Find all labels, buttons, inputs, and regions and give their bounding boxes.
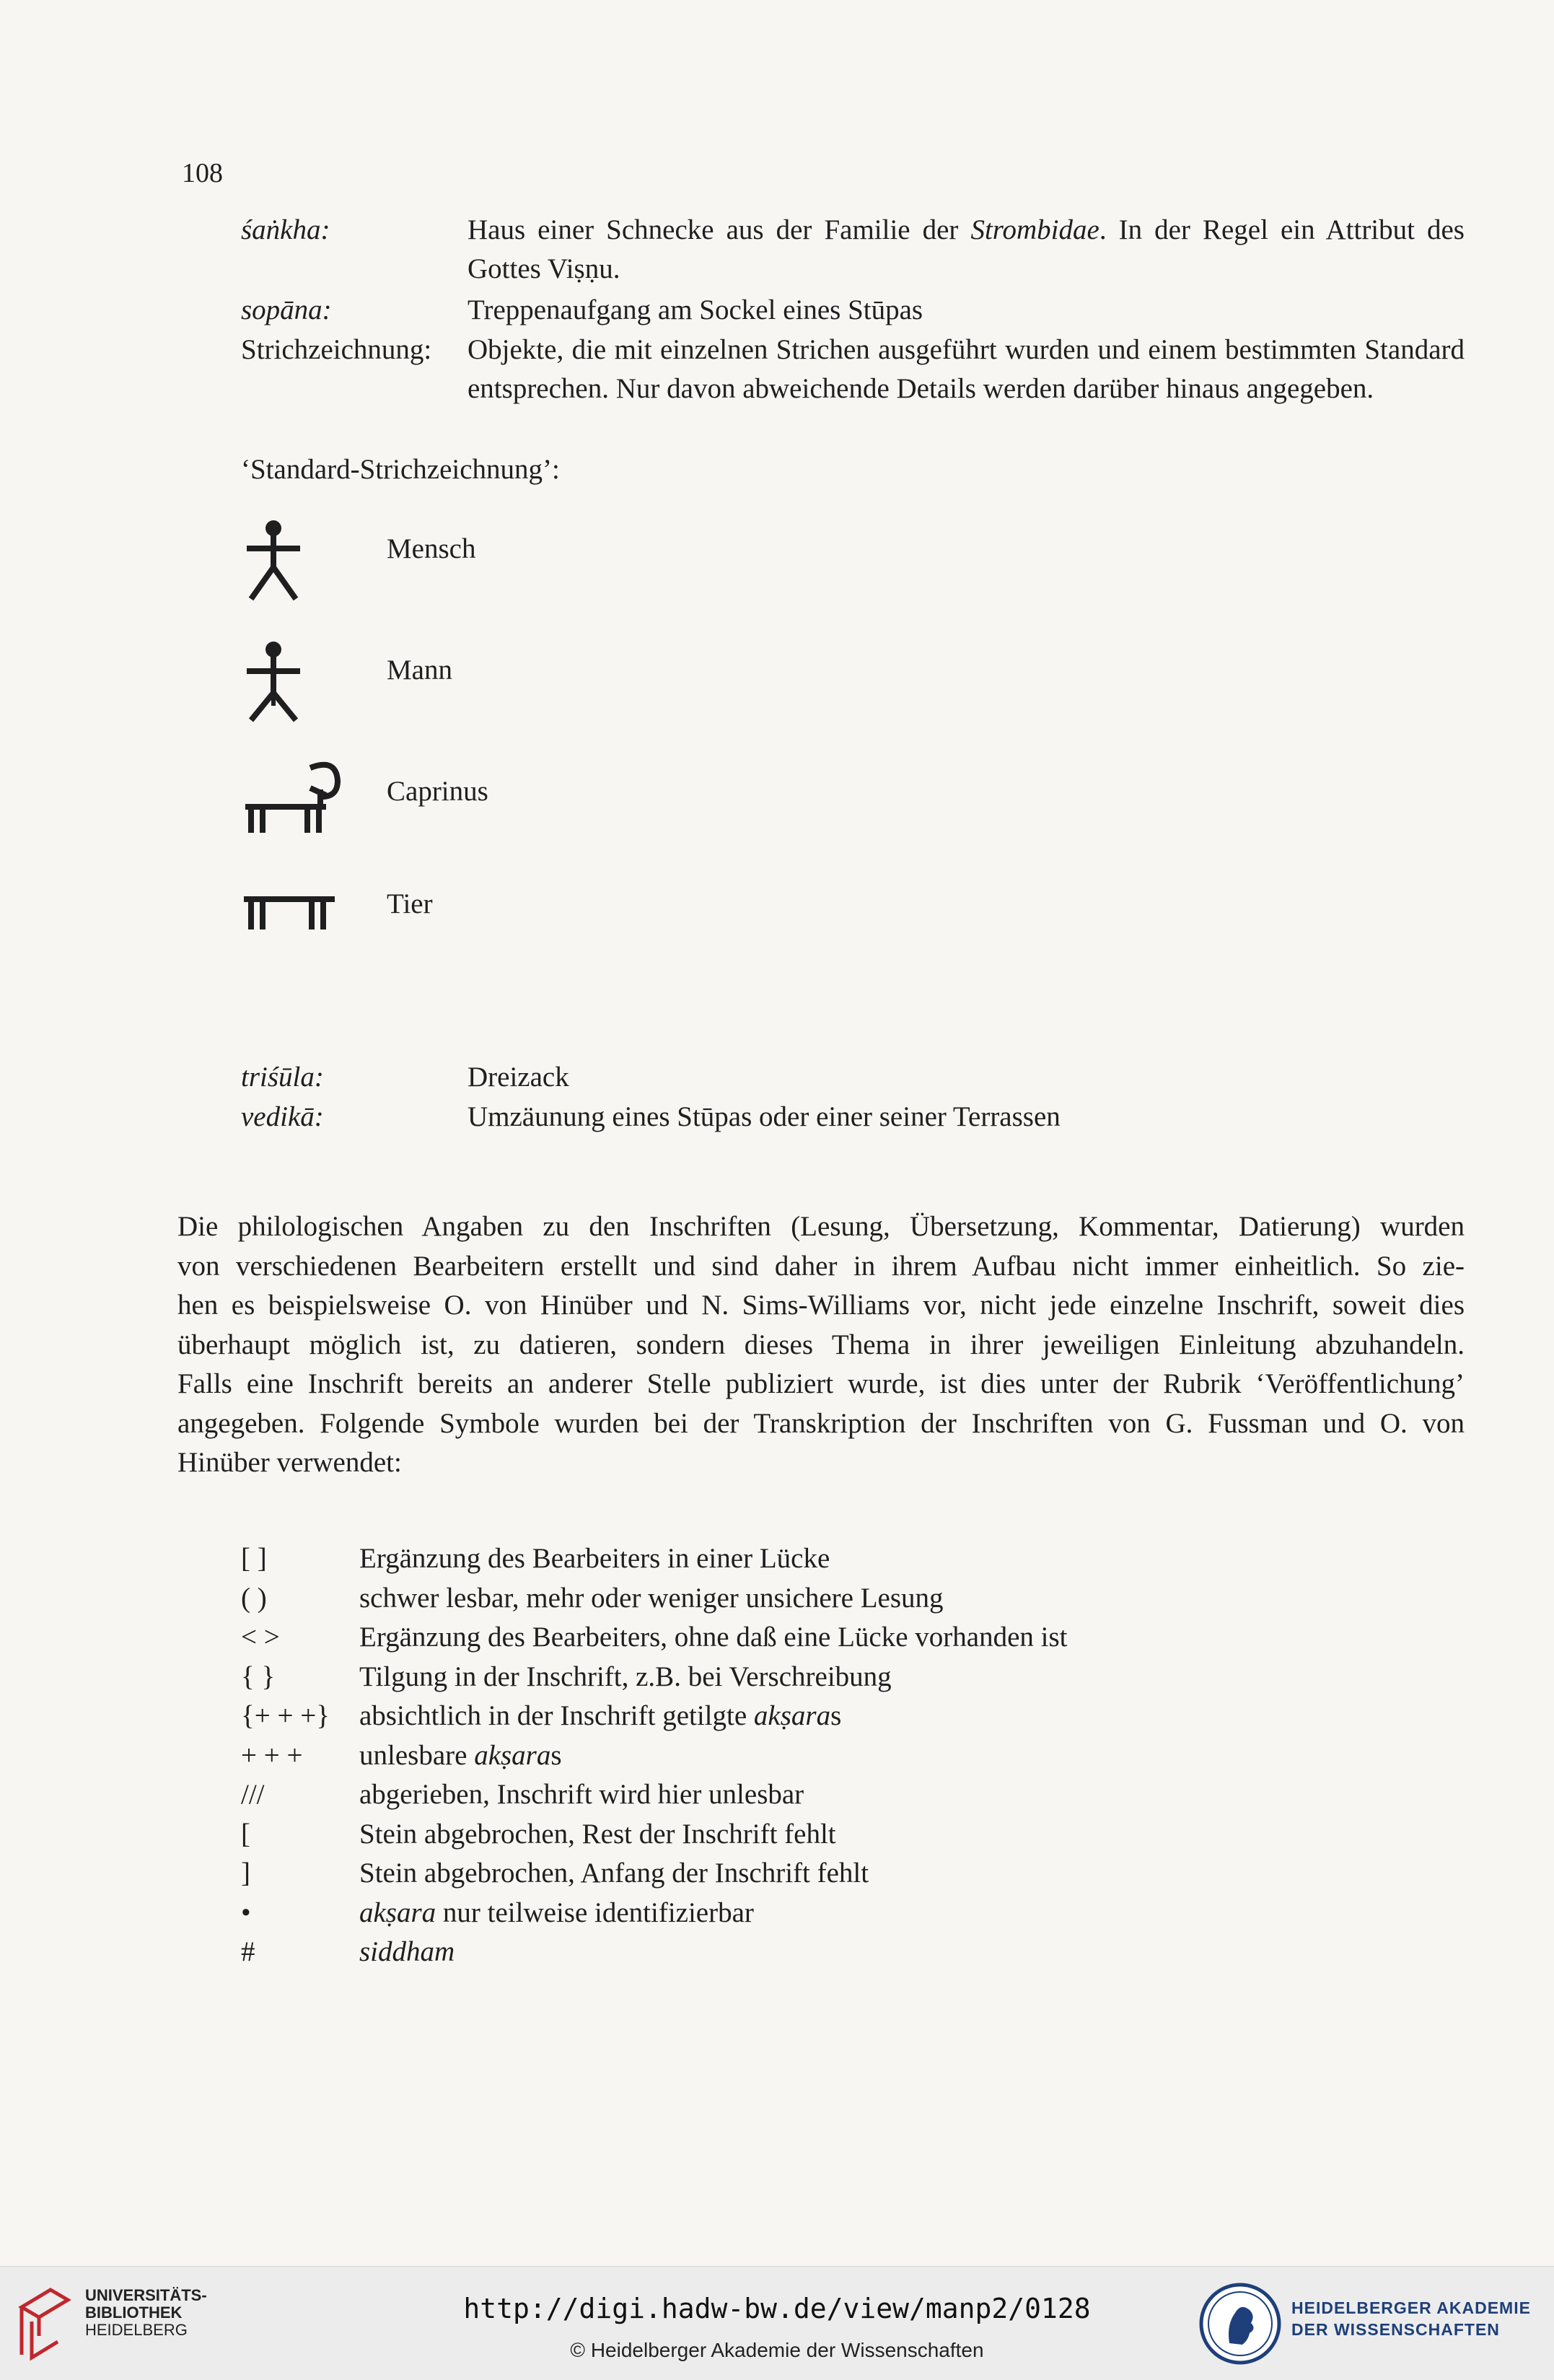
paragraph-line: Die philologischen Angaben zu den Inschriften (Lesung, Übersetzung, Kommentar, Datierung) wurden bbox=[177, 1211, 1465, 1242]
symbol-row bbox=[241, 1739, 1251, 1779]
symbol-description: Ergänzung des Bearbeiters in einer Lücke bbox=[359, 1543, 830, 1574]
human-figure-icon bbox=[241, 518, 306, 602]
symbol-row bbox=[241, 1661, 1251, 1700]
glossary-definition: Haus einer Schnecke aus der Familie der Strombidae. In der Regel ein Attribut des Gottes Viṣṇu. bbox=[467, 214, 1465, 284]
symbol-glyph: [ ] bbox=[241, 1543, 267, 1574]
paragraph-line: Falls eine Inschrift bereits an anderer Stelle publiziert wurde, ist dies unter der Rubrik ‘Veröffentlichung’ bbox=[177, 1368, 1465, 1399]
glossary-definition: Umzäunung eines Stūpas oder einer seiner Terrassen bbox=[467, 1101, 1061, 1132]
symbol-glyph: {+ + +} bbox=[241, 1700, 330, 1731]
glossary-entry-vedika bbox=[241, 1098, 1465, 1137]
glossary-term: sopāna: bbox=[241, 294, 332, 325]
glossary-entry-sankha bbox=[241, 211, 1465, 289]
symbol-row bbox=[241, 1582, 1251, 1622]
symbol-row bbox=[241, 1542, 1251, 1582]
symbol-description: unlesbare akṣaras bbox=[359, 1739, 562, 1771]
symbol-description: Stein abgebrochen, Anfang der Inschrift fehlt bbox=[359, 1858, 869, 1889]
standard-symbol-mann bbox=[241, 639, 674, 733]
standard-symbol-mensch bbox=[241, 518, 674, 612]
paragraph-line: überhaupt möglich ist, zu datieren, sondern dieses Thema in ihrer jeweiligen Einleitung abzuhandeln. bbox=[177, 1329, 1465, 1360]
symbol-description: Ergänzung des Bearbeiters, ohne daß eine Lücke vorhanden ist bbox=[359, 1622, 1068, 1653]
standard-symbol-caprinus bbox=[241, 752, 674, 846]
viewer-footer bbox=[0, 2266, 1554, 2380]
symbol-row bbox=[241, 1857, 1251, 1896]
glossary-entry-sopana bbox=[241, 291, 1465, 330]
paragraph-line: Hinüber verwendet: bbox=[177, 1447, 402, 1478]
glossary-term: vedikā: bbox=[241, 1101, 324, 1132]
glossary-term: Strichzeichnung: bbox=[241, 334, 432, 365]
symbol-row bbox=[241, 1778, 1251, 1818]
symbol-description: schwer lesbar, mehr oder weniger unsichere Lesung bbox=[359, 1582, 944, 1614]
symbol-row bbox=[241, 1699, 1251, 1739]
symbol-label: Caprinus bbox=[387, 776, 488, 807]
body-paragraph bbox=[177, 1207, 1465, 1483]
glossary-definition: Objekte, die mit einzelnen Strichen ausgeführt wurden und einem bestimmten Standard entsprechen. Nur davon abweichende Details werden darüber hinaus angegeben. bbox=[467, 334, 1465, 404]
animal-figure-icon bbox=[241, 888, 342, 945]
symbol-row bbox=[241, 1818, 1251, 1858]
symbol-description: Stein abgebrochen, Rest der Inschrift fehlt bbox=[359, 1818, 836, 1850]
glossary-definition: Treppenaufgang am Sockel eines Stūpas bbox=[467, 294, 923, 325]
symbol-row bbox=[241, 1621, 1251, 1661]
copyright-notice: © Heidelberger Akademie der Wissenschaften bbox=[570, 2339, 984, 2361]
man-figure-icon bbox=[241, 639, 306, 723]
glossary-entry-strichzeichnung bbox=[241, 331, 1465, 408]
symbol-description: siddham bbox=[359, 1936, 455, 1967]
symbol-glyph: • bbox=[241, 1896, 251, 1928]
symbol-glyph: { } bbox=[241, 1661, 276, 1692]
paragraph-line: von verschiedenen Bearbeitern erstellt und sind daher in ihrem Aufbau nicht immer einheitlich. So zie- bbox=[177, 1250, 1465, 1282]
symbol-description: abgerieben, Inschrift wird hier unlesbar bbox=[359, 1779, 804, 1810]
symbol-label: Mann bbox=[387, 655, 452, 686]
symbol-label: Mensch bbox=[387, 533, 476, 564]
symbol-description: absichtlich in der Inschrift getilgte akṣaras bbox=[359, 1700, 842, 1731]
symbol-description: Tilgung in der Inschrift, z.B. bei Verschreibung bbox=[359, 1661, 892, 1692]
page-number: 108 bbox=[182, 158, 223, 188]
academy-name: HEIDELBERGER AKADEMIE DER WISSENSCHAFTEN bbox=[1291, 2298, 1531, 2339]
symbol-glyph: ] bbox=[241, 1858, 250, 1889]
academy-seal-icon[interactable] bbox=[1198, 2281, 1283, 2366]
symbol-glyph: # bbox=[241, 1936, 255, 1967]
symbol-row bbox=[241, 1935, 1251, 1975]
transcription-symbols-table bbox=[241, 1542, 1251, 1975]
glossary-term: śaṅkha: bbox=[241, 214, 330, 245]
symbol-glyph: ( ) bbox=[241, 1582, 267, 1614]
symbol-label: Tier bbox=[387, 888, 433, 919]
symbol-glyph: < > bbox=[241, 1622, 280, 1653]
goat-figure-icon bbox=[241, 752, 342, 839]
paragraph-line: hen es beispielsweise O. von Hinüber und N. Sims-Williams vor, nicht jede einzelne Inschrift, soweit dies bbox=[177, 1290, 1465, 1321]
permalink-url[interactable]: http://digi.hadw-bw.de/view/manp2/0128 bbox=[463, 2293, 1091, 2324]
standard-symbol-tier bbox=[241, 888, 674, 981]
glossary-entry-trisula bbox=[241, 1058, 1465, 1097]
standard-drawing-heading: ‘Standard-Strichzeichnung’: bbox=[241, 454, 560, 485]
symbol-glyph: [ bbox=[241, 1818, 250, 1850]
symbol-glyph: /// bbox=[241, 1779, 265, 1810]
symbol-row bbox=[241, 1896, 1251, 1936]
symbol-description: akṣara nur teilweise identifizierbar bbox=[359, 1896, 754, 1928]
glossary-term: triśūla: bbox=[241, 1062, 324, 1093]
symbol-glyph: + + + bbox=[241, 1739, 303, 1771]
glossary-definition: Dreizack bbox=[467, 1062, 569, 1093]
university-library-name: UNIVERSITÄTS- BIBLIOTHEK HEIDELBERG bbox=[85, 2286, 207, 2339]
paragraph-line: angegeben. Folgende Symbole wurden bei der Transkription der Inschriften von G. Fussman und O. von bbox=[177, 1407, 1465, 1439]
